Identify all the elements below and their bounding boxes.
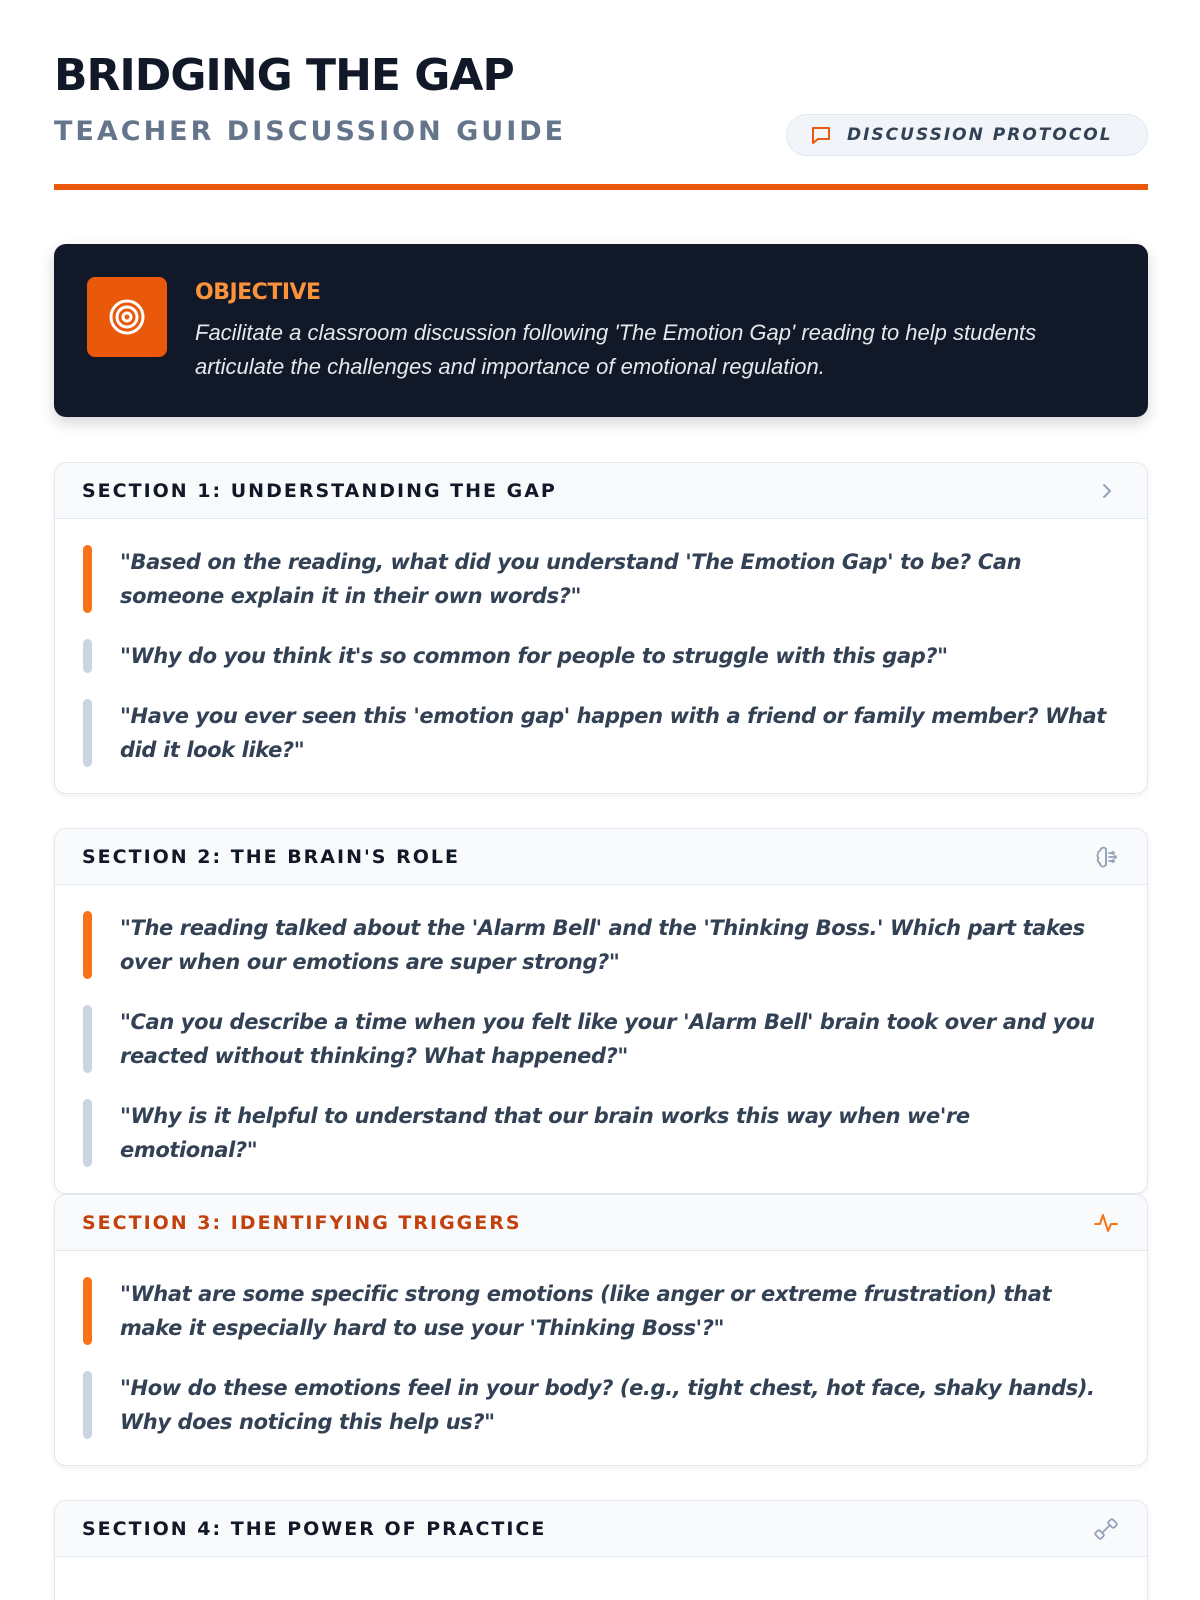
header: [54, 0, 1148, 190]
message-square-icon: [809, 123, 833, 147]
question-text: "What are some specific strong emotions (like anger or extreme frustration) that make it especially hard to use your 'Thinking Boss'?": [120, 1282, 1052, 1340]
activity-icon: [1093, 1210, 1119, 1236]
section-title: SECTION 3: IDENTIFYING TRIGGERS: [82, 1211, 522, 1234]
question-marker: [83, 1099, 92, 1167]
question-list: [55, 885, 1147, 1193]
section-title: SECTION 1: UNDERSTANDING THE GAP: [82, 479, 557, 502]
section-header[interactable]: [55, 463, 1147, 519]
section-identifying-triggers: [54, 1194, 1148, 1466]
question-text: "How do these emotions feel in your body? (e.g., tight chest, hot face, shaky hands). Why does noticing this help us?": [120, 1376, 1095, 1434]
question-marker: [83, 1277, 92, 1345]
question-marker: [83, 1005, 92, 1073]
question-item: [83, 639, 1107, 673]
section-header[interactable]: [55, 1501, 1147, 1557]
question-marker: [83, 1371, 92, 1439]
question-text: "Based on the reading, what did you understand 'The Emotion Gap' to be? Can someone explain it in their own words?": [120, 550, 1022, 608]
section-header[interactable]: [55, 1195, 1147, 1251]
question-item: [83, 1005, 1107, 1073]
page-subtitle: TEACHER DISCUSSION GUIDE: [54, 116, 567, 147]
discussion-protocol-badge: [786, 114, 1148, 156]
question-item: [83, 545, 1107, 613]
question-item: [83, 1099, 1107, 1167]
question-text: "Why do you think it's so common for people to struggle with this gap?": [120, 644, 948, 668]
question-text: "The reading talked about the 'Alarm Bell' and the 'Thinking Boss.' Which part takes over when our emotions are super strong?": [120, 916, 1085, 974]
question-marker: [83, 699, 92, 767]
question-text: "Can you describe a time when you felt like your 'Alarm Bell' brain took over and you reacted without thinking? What happened?": [120, 1010, 1095, 1068]
brain-icon: [1093, 844, 1119, 870]
section-power-of-practice: [54, 1500, 1148, 1600]
question-marker: [83, 639, 92, 673]
chevron-right-icon: [1093, 478, 1119, 504]
section-header[interactable]: [55, 829, 1147, 885]
objective-card: [54, 244, 1148, 417]
question-item: [83, 1371, 1107, 1439]
header-divider: [54, 184, 1148, 190]
section-brains-role: [54, 828, 1148, 1194]
dumbbell-icon: [1093, 1516, 1119, 1542]
page-title: BRIDGING THE GAP: [54, 50, 514, 101]
discussion-guide-page: [54, 0, 1148, 1540]
question-item: [83, 699, 1107, 767]
question-text: "Why is it helpful to understand that our brain works this way when we're emotional?": [120, 1104, 970, 1162]
question-text: "Have you ever seen this 'emotion gap' happen with a friend or family member? What did it look like?": [120, 704, 1106, 762]
question-item: [83, 1277, 1107, 1345]
section-title: SECTION 2: THE BRAIN'S ROLE: [82, 845, 460, 868]
badge-label: DISCUSSION PROTOCOL: [847, 125, 1113, 145]
question-marker: [83, 911, 92, 979]
question-item: [83, 911, 1107, 979]
section-understanding-the-gap: [54, 462, 1148, 794]
question-marker: [83, 545, 92, 613]
objective-text: Facilitate a classroom discussion following 'The Emotion Gap' reading to help students articulate the challenges and importance of emotional regulation.: [195, 320, 1037, 379]
question-list: [55, 519, 1147, 793]
objective-label: OBJECTIVE: [195, 280, 321, 305]
section-title: SECTION 4: THE POWER OF PRACTICE: [82, 1517, 547, 1540]
question-list: [55, 1251, 1147, 1465]
target-icon: [87, 277, 167, 357]
